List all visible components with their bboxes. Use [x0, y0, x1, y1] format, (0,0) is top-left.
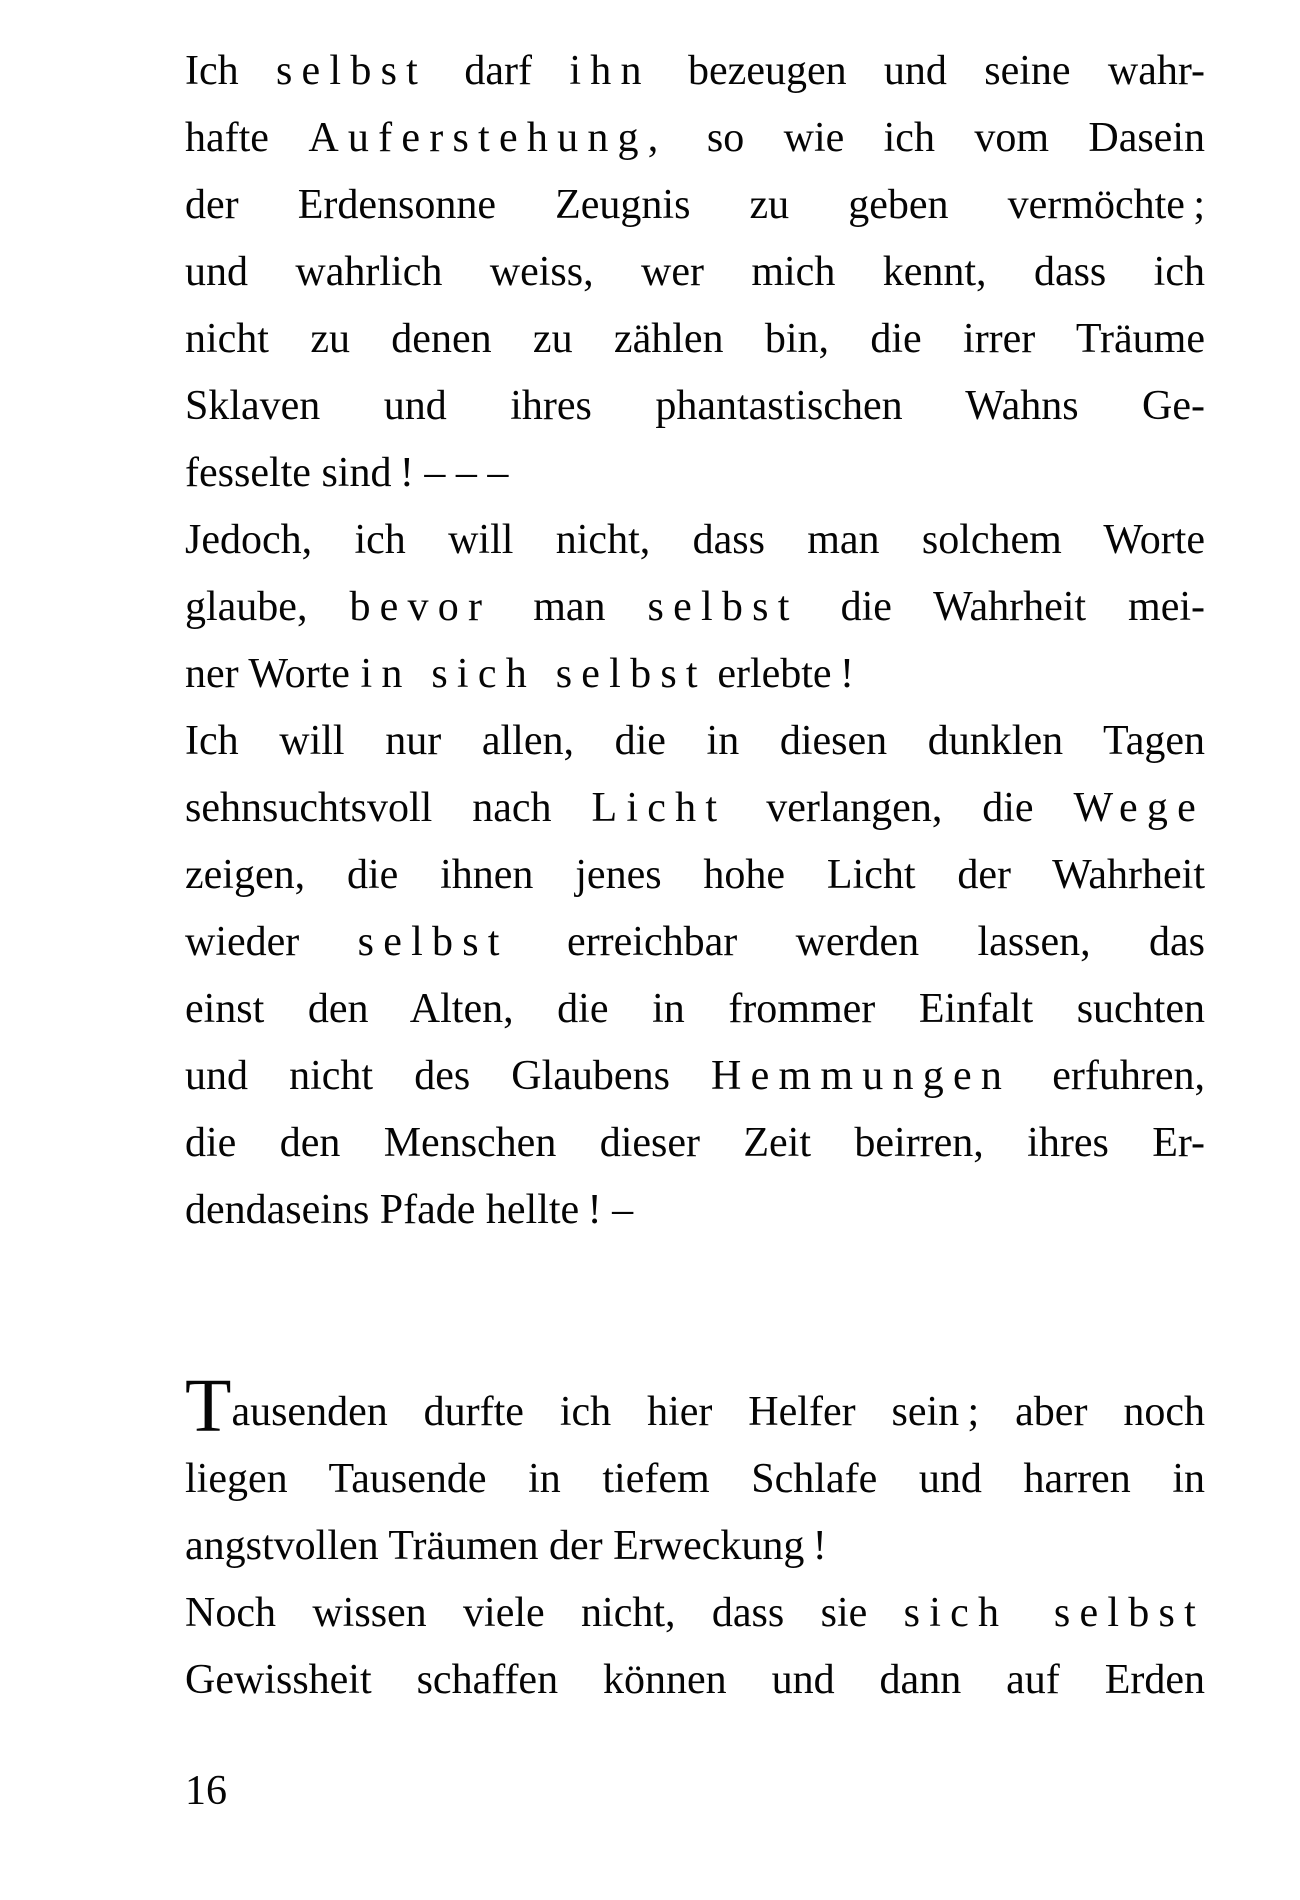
text-segment: Ich will nur allen, die in diesen dunklen Tagen [185, 718, 1205, 764]
paragraph-block-bottom [185, 1364, 1205, 1714]
text-segment: Jedoch, ich will nicht, dass man solchem Worte [185, 517, 1205, 563]
text-line [185, 239, 1205, 306]
letterspaced-text: in sich selbst [360, 651, 707, 697]
text-line [185, 38, 1205, 105]
text-segment: ner Worte [185, 651, 361, 697]
text-line [185, 775, 1205, 842]
letterspaced-text: bevor [349, 584, 492, 630]
text-line [185, 373, 1205, 440]
letterspaced-text: selbst [275, 48, 428, 94]
text-segment: dendaseins Pfade hellte ! – [185, 1187, 634, 1233]
text-segment: die den Menschen dieser Zeit beirren, ihres Er- [185, 1120, 1205, 1166]
text-line [185, 909, 1205, 976]
text-line [185, 306, 1205, 373]
text-segment: Ich [185, 48, 276, 94]
text-segment: zeigen, die ihnen jenes hohe Licht der Wahrheit [185, 852, 1205, 898]
text-line [185, 172, 1205, 239]
text-segment: und wahrlich weiss, wer mich kennt, dass ich [185, 249, 1205, 295]
letterspaced-text: Wege [1073, 785, 1206, 831]
text-line [185, 1647, 1205, 1714]
text-segment: Noch wissen viele nicht, dass sie [185, 1590, 904, 1636]
letterspaced-text: sich selbst [903, 1590, 1205, 1636]
letterspaced-text: selbst [647, 584, 799, 630]
text-segment: einst den Alten, die in frommer Einfalt suchten [185, 986, 1205, 1032]
text-segment: hafte [185, 115, 309, 161]
text-segment: und nicht des Glaubens [185, 1053, 712, 1099]
text-segment: man [491, 584, 648, 630]
text-line [185, 507, 1205, 574]
text-segment: Sklaven und ihres phantastischen Wahns Ge- [185, 383, 1205, 429]
text-segment: glaube, [185, 584, 350, 630]
text-segment: erreichbar werden lassen, das [508, 919, 1205, 965]
text-line [185, 574, 1205, 641]
text-segment: angstvollen Träumen der Erweckung ! [185, 1523, 827, 1569]
text-segment: sehnsuchtsvoll nach [185, 785, 592, 831]
text-segment: verlangen, die [726, 785, 1074, 831]
text-segment: fesselte sind ! – – – [185, 450, 509, 496]
letterspaced-text: Hemmungen [711, 1053, 1012, 1099]
text-segment: ausenden durfte ich hier Helfer sein ; aber noch [231, 1389, 1205, 1435]
text-line [185, 976, 1205, 1043]
page-number: 16 [185, 1768, 227, 1814]
text-line [185, 1110, 1205, 1177]
text-line [185, 842, 1205, 909]
text-line [185, 105, 1205, 172]
text-segment: erfuhren, [1011, 1053, 1206, 1099]
initial-capital: T [185, 1364, 232, 1448]
text-line [185, 1580, 1205, 1647]
text-line [185, 440, 1205, 507]
text-line [185, 1446, 1205, 1513]
text-line [185, 641, 1205, 708]
letterspaced-text: selbst [357, 919, 509, 965]
page-text [185, 38, 1205, 1714]
text-segment: bezeugen und seine wahr- [650, 48, 1205, 94]
paragraph-block-top [185, 38, 1205, 1244]
text-segment: erlebte ! [706, 651, 854, 697]
text-segment: der Erdensonne Zeugnis zu geben vermöchte ; [185, 182, 1205, 228]
text-line [185, 1177, 1205, 1244]
text-line [185, 1043, 1205, 1110]
text-segment: so wie ich vom Dasein [667, 115, 1205, 161]
text-segment: die Wahrheit mei- [798, 584, 1206, 630]
text-segment: Gewissheit schaffen können und dann auf Erden [185, 1657, 1205, 1703]
text-segment: wieder [185, 919, 358, 965]
letterspaced-text: ihn [569, 48, 651, 94]
text-segment: liegen Tausende in tiefem Schlafe und harren in [185, 1456, 1205, 1502]
text-line [185, 708, 1205, 775]
text-segment: darf [427, 48, 570, 94]
text-segment: nicht zu denen zu zählen bin, die irrer Träume [185, 316, 1205, 362]
text-line [185, 1364, 1205, 1448]
letterspaced-text: Licht [591, 785, 727, 831]
text-line [185, 1513, 1205, 1580]
letterspaced-text: Auferstehung, [308, 115, 668, 161]
